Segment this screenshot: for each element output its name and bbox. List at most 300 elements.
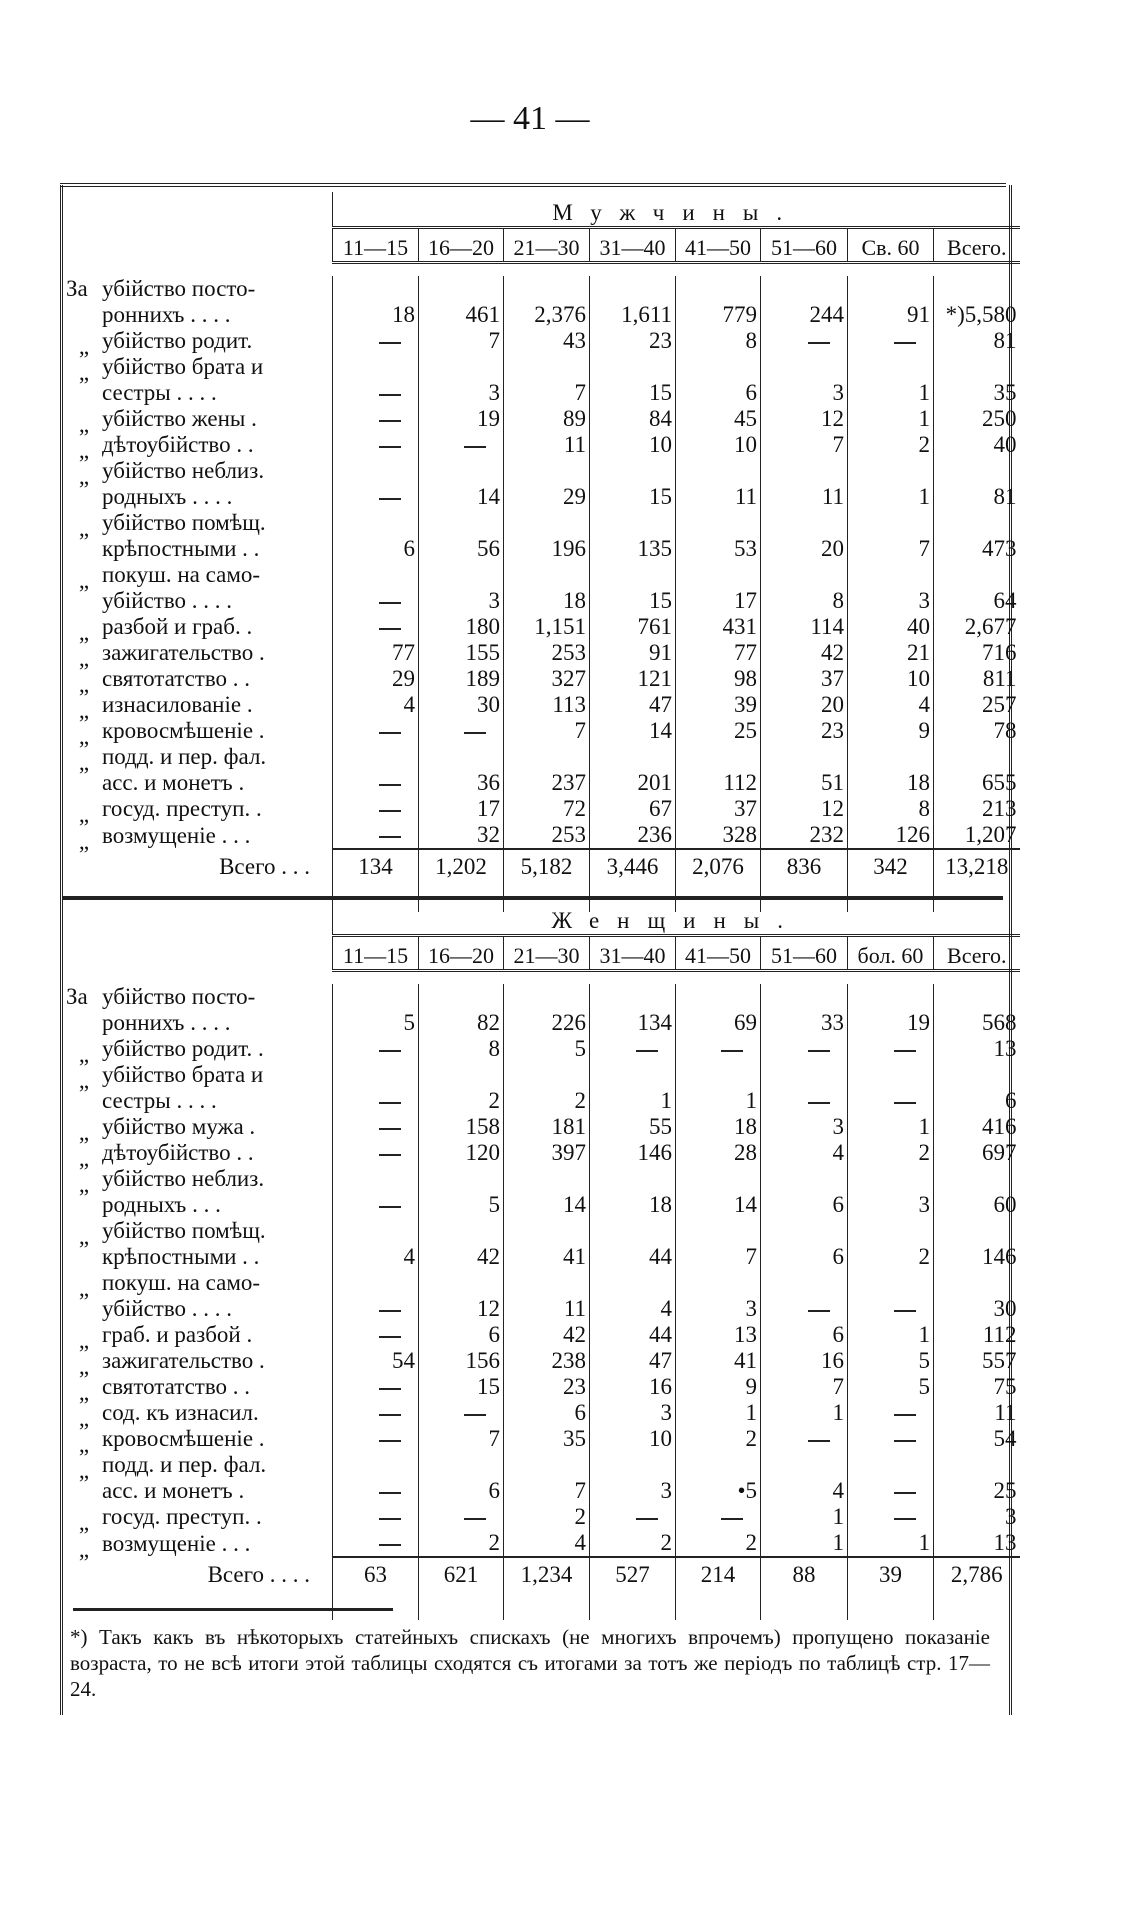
table-cell: 11	[761, 458, 848, 510]
table-cell: 6	[761, 1218, 848, 1270]
table-cell: 4	[504, 1530, 590, 1557]
row-prefix: „	[78, 829, 90, 854]
table-cell: 431	[676, 614, 761, 640]
table-cell: 11	[504, 432, 590, 458]
table-cell: 236	[590, 822, 676, 849]
table-cell: 6	[504, 1400, 590, 1426]
row-label-line: убійство родит. .	[102, 1036, 264, 1061]
table-cell: 10	[676, 432, 761, 458]
table-cell: 6	[761, 1322, 848, 1348]
dash-mark	[379, 1388, 401, 1390]
table-row	[63, 692, 1020, 718]
total-cell: 836	[761, 849, 848, 884]
row-prefix: „	[78, 1276, 90, 1301]
row-prefix: „	[78, 464, 90, 489]
table-cell: 54	[333, 1348, 419, 1374]
table-cell: 121	[590, 666, 676, 692]
table-cell: 156	[419, 1348, 504, 1374]
row-label-line: крѣпостными . .	[102, 536, 260, 561]
table-cell: 2	[504, 1504, 590, 1530]
row-label	[63, 432, 333, 463]
table-cell	[419, 1400, 504, 1426]
table-cell: 2	[504, 1062, 590, 1114]
dash-mark	[379, 1128, 401, 1130]
row-label	[63, 562, 333, 614]
table-cell: 244	[761, 276, 848, 328]
table-cell: 3	[761, 354, 848, 406]
table-cell: 158	[419, 1114, 504, 1140]
dash-mark	[464, 446, 486, 448]
table-cell: 461	[419, 276, 504, 328]
row-label-line: убійство неблиз.	[102, 1166, 265, 1191]
row-prefix: „	[78, 438, 90, 463]
dash-mark	[379, 498, 401, 500]
table-cell: 180	[419, 614, 504, 640]
table-cell: 13	[934, 1036, 1020, 1062]
table-cell: 25	[676, 718, 761, 744]
table-cell: 3	[934, 1504, 1020, 1530]
table-cell: 44	[590, 1218, 676, 1270]
table-cell: 53	[676, 510, 761, 562]
table-cell	[761, 1036, 848, 1062]
table-cell: 35	[934, 354, 1020, 406]
table-cell: 16	[590, 1374, 676, 1400]
row-prefix: „	[78, 1406, 90, 1431]
row-label-line: покуш. на само-	[102, 562, 261, 587]
table-cell: 19	[419, 406, 504, 432]
table-cell	[848, 1270, 934, 1322]
row-label	[63, 1218, 333, 1270]
table-cell: 21	[848, 640, 934, 666]
table-cell: 155	[419, 640, 504, 666]
table-cell: 7	[504, 718, 590, 744]
row-label-line: дѣтоубійство . .	[102, 432, 254, 457]
table-cell: 13	[934, 1530, 1020, 1557]
column-header: Всего.	[934, 228, 1020, 263]
dash-mark	[379, 836, 401, 838]
row-label-line: зажигательство .	[102, 1348, 265, 1373]
table-cell	[333, 432, 419, 458]
table-cell: 4	[761, 1452, 848, 1504]
dash-mark	[379, 420, 401, 422]
table-cell: 42	[504, 1322, 590, 1348]
total-cell: 63	[333, 1557, 419, 1592]
row-label-line: родныхъ . . . .	[102, 484, 233, 509]
table-cell	[419, 718, 504, 744]
table-row	[63, 1166, 1020, 1218]
table-cell: 10	[848, 666, 934, 692]
row-prefix: „	[78, 516, 90, 541]
table-cell: 8	[419, 1036, 504, 1062]
row-label-line: роннихъ . . . .	[102, 302, 231, 327]
table-cell: 5	[504, 1036, 590, 1062]
table-cell: 41	[676, 1348, 761, 1374]
table-cell: 23	[504, 1374, 590, 1400]
table-row	[63, 1426, 1020, 1452]
table-row	[63, 984, 1020, 1036]
row-label-line: разбой и граб. .	[102, 614, 253, 639]
row-prefix: „	[78, 1458, 90, 1483]
row-label	[63, 1062, 333, 1114]
table-cell	[848, 1504, 934, 1530]
row-label	[63, 510, 333, 562]
table-cell: 8	[848, 796, 934, 822]
table-cell: 89	[504, 406, 590, 432]
table-cell: 4	[761, 1140, 848, 1166]
table-cell: 6	[333, 510, 419, 562]
table-cell: 196	[504, 510, 590, 562]
row-label	[63, 984, 333, 1036]
table-cell: 3	[590, 1452, 676, 1504]
table-cell: 112	[676, 744, 761, 796]
table-cell: 257	[934, 692, 1020, 718]
table-cell: 17	[419, 796, 504, 822]
table-cell: 1,611	[590, 276, 676, 328]
table-cell: 1	[676, 1400, 761, 1426]
row-label-line: кровосмѣшеніе .	[102, 718, 265, 743]
table-cell: 253	[504, 822, 590, 849]
table-cell: 18	[590, 1166, 676, 1218]
total-label: Всего . . .	[219, 853, 310, 879]
row-label	[63, 1166, 333, 1218]
row-label	[63, 822, 333, 854]
column-header: 51—60	[761, 228, 848, 263]
row-label-line: возмущеніе . . .	[102, 1531, 251, 1556]
table-row	[63, 354, 1020, 406]
table-cell: 82	[419, 984, 504, 1036]
row-prefix: „	[78, 1510, 90, 1535]
row-label-line: крѣпостными . .	[102, 1244, 260, 1269]
dash-mark	[894, 1050, 916, 1052]
table-cell: 2	[848, 432, 934, 458]
table-cell: 1	[848, 1530, 934, 1557]
dash-mark	[721, 1050, 743, 1052]
table-cell: 29	[333, 666, 419, 692]
row-prefix: „	[78, 1120, 90, 1145]
total-label: Всего . . . .	[207, 1561, 310, 1587]
row-label-line: убійство брата и	[102, 1062, 264, 1087]
table-cell: 30	[419, 692, 504, 718]
table-cell: 7	[761, 1374, 848, 1400]
table-cell: 43	[504, 328, 590, 354]
table-cell	[333, 1452, 419, 1504]
row-label	[63, 1114, 333, 1145]
total-row	[63, 849, 1020, 884]
table-row	[63, 640, 1020, 666]
table-cell: 5	[848, 1374, 934, 1400]
table-cell: 40	[934, 432, 1020, 458]
table-cell: 135	[590, 510, 676, 562]
column-header: бол. 60	[848, 936, 934, 971]
row-label	[63, 406, 333, 437]
table-cell: 44	[590, 1322, 676, 1348]
table-cell	[848, 1452, 934, 1504]
table-cell	[333, 1322, 419, 1348]
table-cell: 237	[504, 744, 590, 796]
men-table	[63, 192, 1020, 912]
table-row	[63, 432, 1020, 458]
dash-mark	[379, 1414, 401, 1416]
dash-mark	[894, 1310, 916, 1312]
table-cell: 2,376	[504, 276, 590, 328]
row-label-line: госуд. преступ. .	[102, 1504, 262, 1529]
dash-mark	[464, 1518, 486, 1520]
table-cell: 568	[934, 984, 1020, 1036]
dash-mark	[379, 810, 401, 812]
dash-mark	[379, 1102, 401, 1104]
table-cell: 189	[419, 666, 504, 692]
row-label	[63, 1400, 333, 1431]
table-cell: 473	[934, 510, 1020, 562]
row-label-line: подд. и пер. фал.	[102, 744, 267, 769]
footnote: *) Такъ какъ въ нѣкоторыхъ статейныхъ спискахъ (не многихъ впрочемъ) пропущено показаніе возраста, то не всѣ итоги этой таблицы сходятся съ итогами за тотъ же періодъ по таблицѣ стр. 17—24.	[70, 1625, 990, 1701]
row-label-line: асс. и монетъ .	[102, 1478, 245, 1503]
row-prefix: „	[78, 360, 90, 385]
table-cell: 8	[761, 562, 848, 614]
table-row	[63, 1322, 1020, 1348]
row-label-line: убійство неблиз.	[102, 458, 265, 483]
table-cell: 18	[504, 562, 590, 614]
table-cell: 3	[419, 562, 504, 614]
table-cell: 17	[676, 562, 761, 614]
column-header-row	[63, 228, 1020, 263]
dash-mark	[379, 1544, 401, 1546]
table-row	[63, 1530, 1020, 1557]
table-cell: 250	[934, 406, 1020, 432]
table-cell: 1,151	[504, 614, 590, 640]
table-cell: 11	[504, 1270, 590, 1322]
table-cell	[333, 406, 419, 432]
dash-mark	[636, 1518, 658, 1520]
table-cell: 42	[419, 1218, 504, 1270]
dash-mark	[808, 1310, 830, 1312]
table-cell: 19	[848, 984, 934, 1036]
row-prefix: „	[78, 802, 90, 827]
total-cell: 2,076	[676, 849, 761, 884]
table-cell: 55	[590, 1114, 676, 1140]
dash-mark	[379, 784, 401, 786]
table-cell	[848, 1062, 934, 1114]
total-cell: 214	[676, 1557, 761, 1592]
row-label-line: дѣтоубійство . .	[102, 1140, 254, 1165]
total-cell: 1,234	[504, 1557, 590, 1592]
total-row	[63, 1557, 1020, 1592]
table-row	[63, 406, 1020, 432]
table-cell: 5	[419, 1166, 504, 1218]
total-cell: 621	[419, 1557, 504, 1592]
table-cell: 238	[504, 1348, 590, 1374]
row-label	[63, 458, 333, 510]
row-label-line: сод. къ изнасил.	[102, 1400, 259, 1425]
table-cell: 15	[590, 354, 676, 406]
dash-mark	[464, 732, 486, 734]
row-label	[63, 1530, 333, 1562]
table-cell	[848, 1036, 934, 1062]
table-cell: 41	[504, 1218, 590, 1270]
table-cell: 7	[504, 1452, 590, 1504]
table-cell: 232	[761, 822, 848, 849]
table-cell	[333, 1400, 419, 1426]
table-cell	[333, 1166, 419, 1218]
table-cell	[333, 718, 419, 744]
table-row	[63, 614, 1020, 640]
table-cell	[333, 1374, 419, 1400]
row-label-line: родныхъ . . .	[102, 1192, 221, 1217]
table-row	[63, 562, 1020, 614]
table-cell: 72	[504, 796, 590, 822]
table-cell	[761, 328, 848, 354]
column-header: 16—20	[419, 936, 504, 971]
table-row	[63, 1400, 1020, 1426]
row-label-line: убійство жены .	[102, 406, 257, 431]
dash-mark	[379, 1492, 401, 1494]
column-header: 11—15	[333, 936, 419, 971]
footnote-rule	[73, 1608, 393, 1611]
table-cell: 14	[504, 1166, 590, 1218]
row-label-line: покуш. на само-	[102, 1270, 261, 1295]
dash-mark	[379, 1050, 401, 1052]
table-cell: 114	[761, 614, 848, 640]
table-cell: 12	[761, 796, 848, 822]
table-cell: 4	[333, 692, 419, 718]
table-cell: 3	[761, 1114, 848, 1140]
row-label-line: асс. и монетъ .	[102, 770, 245, 795]
table-cell: 761	[590, 614, 676, 640]
table-cell	[333, 354, 419, 406]
dash-mark	[379, 602, 401, 604]
table-cell: 36	[419, 744, 504, 796]
table-row	[63, 666, 1020, 692]
table-cell	[848, 1400, 934, 1426]
table-row	[63, 822, 1020, 849]
row-label-line: убійство посто-	[102, 984, 256, 1009]
dash-mark	[379, 628, 401, 630]
total-cell: 88	[761, 1557, 848, 1592]
table-cell: 113	[504, 692, 590, 718]
table-cell: 134	[590, 984, 676, 1036]
table-cell: 3	[676, 1270, 761, 1322]
table-cell: 12	[761, 406, 848, 432]
row-label-line: подд. и пер. фал.	[102, 1452, 267, 1477]
column-header: 16—20	[419, 228, 504, 263]
section-title: Женщины.	[333, 900, 1020, 936]
table-cell: 126	[848, 822, 934, 849]
row-prefix: „	[78, 1172, 90, 1197]
table-cell: 3	[848, 562, 934, 614]
table-cell: 120	[419, 1140, 504, 1166]
table-cell: 51	[761, 744, 848, 796]
row-label-line: сестры . . . .	[102, 380, 217, 405]
table-cell: 67	[590, 796, 676, 822]
table-cell: 226	[504, 984, 590, 1036]
dash-mark	[721, 1518, 743, 1520]
table-cell: 23	[590, 328, 676, 354]
table-cell: 253	[504, 640, 590, 666]
table-cell: 11	[934, 1400, 1020, 1426]
table-row	[63, 328, 1020, 354]
dash-mark	[808, 1440, 830, 1442]
table-cell: 25	[934, 1452, 1020, 1504]
row-label-line: святотатство . .	[102, 1374, 251, 1399]
row-label-line: роннихъ . . . .	[102, 1010, 231, 1035]
table-cell: 28	[676, 1140, 761, 1166]
section-title: Мужчины.	[333, 192, 1020, 228]
table-cell: 56	[419, 510, 504, 562]
table-cell: 1	[848, 354, 934, 406]
total-cell: 1,202	[419, 849, 504, 884]
dash-mark	[379, 1336, 401, 1338]
column-header: 31—40	[590, 228, 676, 263]
table-cell: 15	[590, 458, 676, 510]
table-cell: 201	[590, 744, 676, 796]
column-header: 11—15	[333, 228, 419, 263]
table-cell: 2	[419, 1530, 504, 1557]
table-cell: 91	[848, 276, 934, 328]
table-cell	[333, 1036, 419, 1062]
table-cell: 1	[676, 1062, 761, 1114]
table-cell: 7	[504, 354, 590, 406]
table-cell	[333, 1504, 419, 1530]
row-label	[63, 1374, 333, 1405]
table-cell: 1	[848, 1114, 934, 1140]
table-cell	[761, 1270, 848, 1322]
table-cell: 328	[676, 822, 761, 849]
table-cell: 716	[934, 640, 1020, 666]
column-header: Св. 60	[848, 228, 934, 263]
row-label	[63, 744, 333, 796]
dash-mark	[379, 394, 401, 396]
table-row	[63, 718, 1020, 744]
table-row	[63, 1062, 1020, 1114]
section-header	[63, 900, 1020, 936]
table-cell: 7	[761, 432, 848, 458]
row-label	[63, 1426, 333, 1457]
table-cell: 2	[676, 1426, 761, 1452]
total-cell: 5,182	[504, 849, 590, 884]
table-row	[63, 796, 1020, 822]
table-cell: 14	[676, 1166, 761, 1218]
column-header: 41—50	[676, 228, 761, 263]
table-cell: 15	[590, 562, 676, 614]
row-label-line: убійство мужа .	[102, 1114, 256, 1139]
column-header: 41—50	[676, 936, 761, 971]
table-cell: 697	[934, 1140, 1020, 1166]
row-label	[63, 354, 333, 406]
table-cell: 2,677	[934, 614, 1020, 640]
table-cell	[333, 796, 419, 822]
row-label-line: возмущеніе . . .	[102, 823, 251, 848]
dash-mark	[464, 1414, 486, 1416]
row-label	[63, 1348, 333, 1379]
total-cell: 342	[848, 849, 934, 884]
table-cell	[848, 328, 934, 354]
table-cell	[676, 1036, 761, 1062]
table-cell: 78	[934, 718, 1020, 744]
table-row	[63, 1452, 1020, 1504]
table-cell: 75	[934, 1374, 1020, 1400]
column-header: Всего.	[934, 936, 1020, 971]
table-cell: 1	[848, 458, 934, 510]
table-cell: 81	[934, 458, 1020, 510]
table-cell: 4	[848, 692, 934, 718]
table-cell: 416	[934, 1114, 1020, 1140]
table-cell	[333, 1062, 419, 1114]
table-row	[63, 1270, 1020, 1322]
dash-mark	[808, 342, 830, 344]
table-cell: 47	[590, 692, 676, 718]
table-row	[63, 1140, 1020, 1166]
table-cell: 6	[934, 1062, 1020, 1114]
